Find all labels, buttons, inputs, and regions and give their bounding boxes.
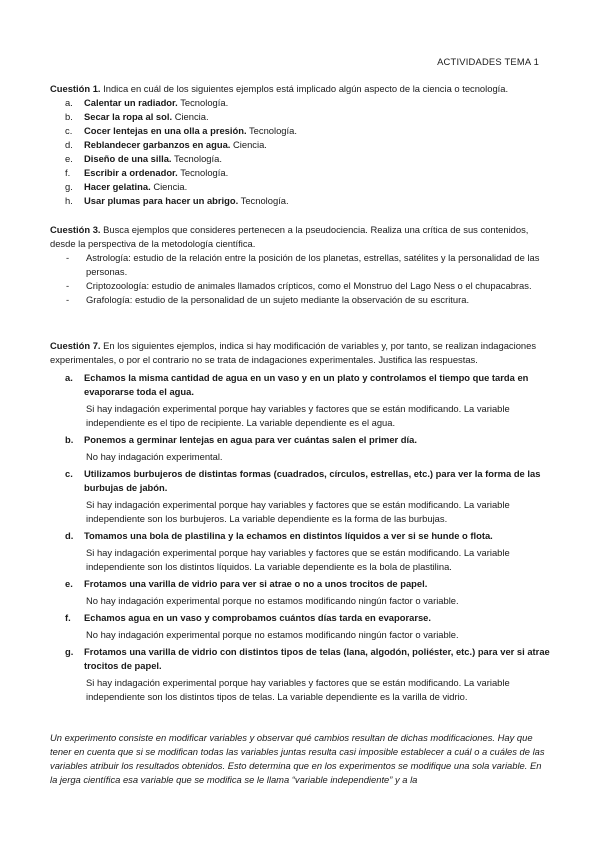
item-text: Diseño de una silla. [84, 153, 172, 164]
item-answer: No hay indagación experimental porque no estamos modificando ningún factor o variable. [86, 595, 459, 606]
question-3-list [50, 251, 550, 307]
question-3-statement [50, 223, 550, 251]
item-answer: Ciencia. [233, 139, 267, 150]
list-marker: c. [65, 468, 73, 479]
question-7 [50, 339, 550, 707]
list-marker: e. [65, 153, 73, 164]
item-text: Echamos la misma cantidad de agua en un vaso y en un plato y controlamos el tiempo que tarda en evaporarse toda el agua. [84, 372, 529, 397]
list-item [50, 251, 550, 279]
question-7-title: Cuestión 7. [50, 340, 101, 351]
item-text: Criptozoología: estudio de animales llamados crípticos, como el Monstruo del Lago Ness o el chupacabras. [86, 280, 532, 291]
question-3 [50, 223, 550, 307]
list-marker: c. [65, 125, 73, 136]
item-answer: No hay indagación experimental porque no estamos modificando ningún factor o variable. [86, 629, 459, 640]
list-item [50, 611, 550, 642]
list-marker: - [66, 252, 70, 263]
question-7-list [50, 371, 550, 704]
list-item [50, 467, 550, 526]
list-marker: a. [65, 97, 73, 108]
item-text: Hacer gelatina. [84, 181, 151, 192]
item-text: Escribir a ordenador. [84, 167, 178, 178]
question-3-title: Cuestión 3. [50, 224, 101, 235]
item-text: Echamos agua en un vaso y comprobamos cuántos días tarda en evaporarse. [84, 612, 431, 623]
list-item [50, 645, 550, 704]
item-text: Reblandecer garbanzos en agua. [84, 139, 231, 150]
item-answer: Ciencia. [174, 111, 209, 122]
item-text: Tomamos una bola de plastilina y la echamos en distintos líquidos a ver si se hunde o flota. [84, 530, 493, 541]
question-3-prompt: Busca ejemplos que consideres pertenecen a la pseudociencia. Realiza una crítica de sus contenidos, desde la perspectiva de la metodología científica. [50, 224, 529, 249]
question-7-prompt: En los siguientes ejemplos, indica si hay modificación de variables y, por tanto, se realizan indagaciones experimentales, o por el contrario no se trata de indagaciones experimentales. Justifica las respuestas. [50, 340, 537, 365]
item-answer: Si hay indagación experimental porque hay variables y factores que se están modificando. La variable independiente son los distintos tipos de telas. La variable dependiente es la varilla de vidrio. [86, 677, 510, 702]
closing-note [50, 731, 550, 787]
list-item [50, 152, 550, 166]
list-item [50, 371, 550, 430]
item-text: Utilizamos burbujeros de distintas formas (cuadrados, círculos, estrellas, etc.) para ver la forma de las burbujas de jabón. [84, 468, 541, 493]
question-1-prompt: Indica en cuál de los siguientes ejemplos está implicado algún aspecto de la ciencia o tecnología. [103, 83, 509, 94]
item-answer: Si hay indagación experimental porque hay variables y factores que se están modificando. La variable independiente son los distintos líquidos. La variable dependiente es la bola de plastilina. [86, 547, 510, 572]
item-answer: No hay indagación experimental. [86, 451, 223, 462]
list-marker: - [66, 280, 70, 291]
item-answer: Si hay indagación experimental porque hay variables y factores que se están modificando. La variable independiente son los burbujeros. La variable dependiente es la forma de las burbujas. [86, 499, 510, 524]
item-text: Frotamos una varilla de vidrio con distintos tipos de telas (lana, algodón, poliéster, etc.) para ver si atrae trocitos de papel. [84, 646, 550, 671]
item-text: Frotamos una varilla de vidrio para ver si atrae o no a unos trocitos de papel. [84, 578, 428, 589]
list-item [50, 433, 550, 464]
item-answer: Tecnología. [249, 125, 297, 136]
list-marker: f. [65, 167, 71, 178]
item-answer: Tecnología. [173, 153, 222, 164]
list-marker: e. [65, 578, 73, 589]
list-marker: d. [65, 139, 73, 150]
list-item [50, 110, 550, 124]
item-answer: Si hay indagación experimental porque hay variables y factores que se están modificando. La variable independiente es el tipo de recipiente. La variable dependiente es el agua. [86, 403, 510, 428]
item-answer: Tecnología. [240, 195, 289, 206]
list-marker: f. [65, 612, 71, 623]
list-marker: d. [65, 530, 74, 541]
question-1-statement [50, 82, 550, 96]
item-text: Grafología: estudio de la personalidad de un sujeto mediante la observación de su escritura. [86, 294, 470, 305]
item-answer: Tecnología. [180, 97, 229, 108]
list-item [50, 529, 550, 574]
list-marker: g. [65, 646, 74, 657]
question-1-title: Cuestión 1. [50, 83, 101, 94]
list-item [50, 577, 550, 608]
list-marker: h. [65, 195, 73, 206]
list-item [50, 180, 550, 194]
list-item [50, 96, 550, 110]
list-marker: a. [65, 372, 73, 383]
item-text: Ponemos a germinar lentejas en agua para ver cuántas salen el primer día. [84, 434, 417, 445]
list-item [50, 279, 550, 293]
list-marker: b. [65, 111, 73, 122]
list-item [50, 138, 550, 152]
item-answer: Ciencia. [153, 181, 188, 192]
question-7-statement [50, 339, 550, 367]
item-text: Calentar un radiador. [84, 97, 178, 108]
page-header: ACTIVIDADES TEMA 1 [437, 56, 539, 67]
item-text: Usar plumas para hacer un abrigo. [84, 195, 239, 206]
item-text: Secar la ropa al sol. [84, 111, 173, 122]
list-marker: - [66, 294, 70, 305]
list-item [50, 293, 550, 307]
item-text: Cocer lentejas en una olla a presión. [84, 125, 247, 136]
question-1 [50, 82, 550, 208]
closing-note-text: Un experimento consiste en modificar variables y observar qué cambios resultan de dichas modificaciones. Hay que tener en cuenta que si se modifican todas las variables juntas resulta casi imposible establecer a cuál o a cuáles de las variables atribuir los resultados obtenidos. Esto determina que en los experimentos se modifique una sola variable. En la jerga científica esa variable que se modifica se le llama “variable independiente” y a la [50, 732, 545, 785]
item-answer: Tecnología. [180, 167, 229, 178]
list-item [50, 124, 550, 138]
question-1-list [50, 96, 550, 208]
item-text: Astrología: estudio de la relación entre la posición de los planetas, estrellas, satélites y la personalidad de las personas. [86, 252, 540, 277]
list-marker: g. [65, 181, 73, 192]
list-item [50, 166, 550, 180]
list-marker: b. [65, 434, 74, 445]
list-item [50, 194, 550, 208]
